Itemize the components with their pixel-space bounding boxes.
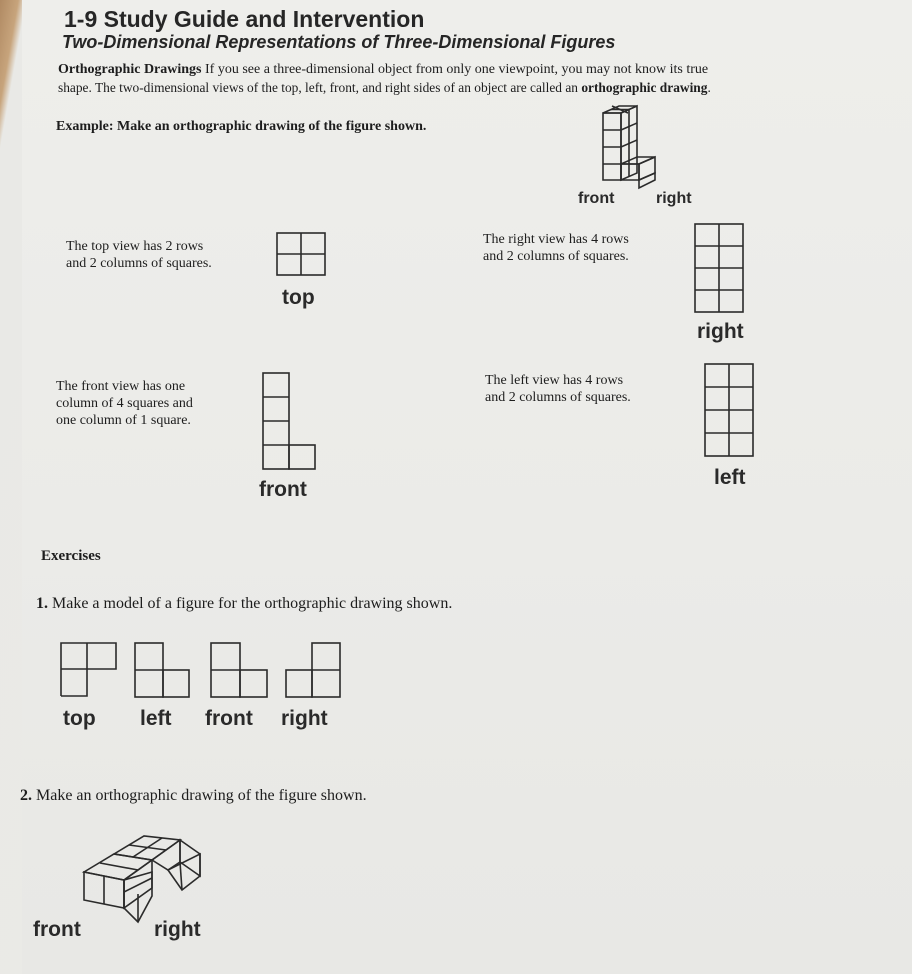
intro-line-1-text: If you see a three-dimensional object from only one viewpoint, you may not know its true	[201, 62, 709, 77]
intro-line-2-text: shape. The two-dimensional views of the top, left, front, and right sides of an object are called an	[58, 80, 582, 95]
left-view-label: left	[714, 466, 746, 489]
exercises-heading: Exercises	[41, 548, 101, 564]
page-subtitle: Two-Dimensional Representations of Three-Dimensional Figures	[62, 32, 616, 52]
exercise-2-prompt: 2. Make an orthographic drawing of the figure shown.	[20, 787, 367, 804]
intro-term: Orthographic Drawings	[58, 62, 202, 77]
exercise-1-prompt: 1. Make a model of a figure for the orthographic drawing shown.	[36, 595, 453, 612]
q1-top-label: top	[63, 707, 96, 730]
q2-right-label: right	[154, 918, 201, 941]
page-title: 1-9 Study Guide and Intervention	[64, 6, 425, 32]
q1-left-label: left	[140, 707, 172, 730]
q2-front-label: front	[33, 918, 81, 941]
q1-right-label: right	[281, 707, 328, 730]
left-view-description: The left view has 4 rows and 2 columns of squares.	[485, 373, 631, 405]
example-prompt: Example: Make an orthographic drawing of the figure shown.	[56, 119, 427, 134]
intro-term-2: orthographic drawing	[581, 80, 708, 95]
q1-right-drawing	[285, 642, 345, 700]
top-view-description: The top view has 2 rows and 2 columns of squares.	[66, 239, 212, 271]
q1-left-drawing	[134, 642, 194, 700]
example-right-label: right	[656, 190, 692, 207]
right-view-label: right	[697, 320, 744, 343]
example-front-label: front	[578, 190, 615, 207]
front-view-label: front	[259, 478, 307, 501]
front-view-drawing	[262, 372, 318, 472]
q1-front-label: front	[205, 707, 253, 730]
q1-top-drawing	[60, 642, 122, 700]
top-view-drawing	[276, 232, 328, 278]
front-view-description: The front view has one column of 4 squares and one column of 1 square.	[56, 379, 193, 428]
example-3d-figure	[590, 100, 680, 195]
right-view-drawing	[694, 223, 746, 315]
q1-front-drawing	[210, 642, 272, 700]
top-view-label: top	[282, 286, 315, 309]
intro-line-1	[58, 62, 708, 78]
intro-line-2: shape. The two-dimensional views of the top, left, front, and right sides of an object are called an orthographic drawing.	[58, 80, 711, 95]
right-view-description: The right view has 4 rows and 2 columns of squares.	[483, 232, 629, 264]
left-view-drawing	[704, 363, 756, 459]
worksheet-page	[22, 0, 912, 974]
q2-3d-figure	[80, 832, 210, 927]
